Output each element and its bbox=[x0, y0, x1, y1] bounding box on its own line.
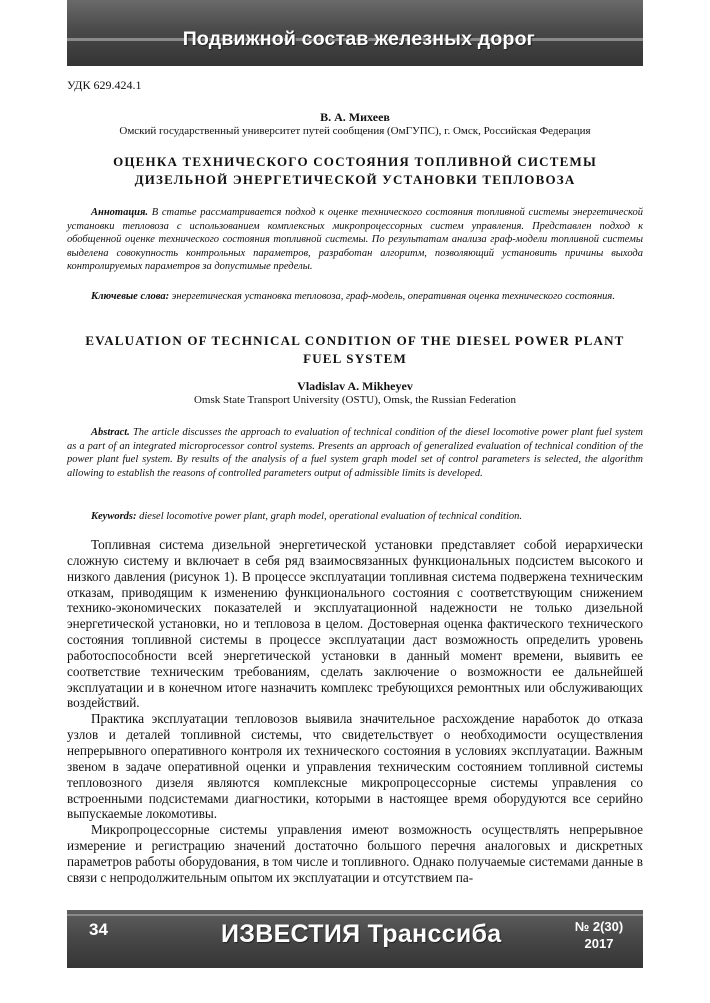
ru-keywords-text: энергетическая установка тепловоза, граф-модель, оперативная оценка технического состояния. bbox=[171, 291, 615, 302]
ru-abstract-label: Аннотация. bbox=[91, 207, 149, 218]
en-author: Vladislav A. Mikheyev bbox=[297, 379, 413, 393]
en-affiliation: Omsk State Transport University (OSTU), Omsk, the Russian Federation bbox=[193, 394, 517, 406]
ru-title bbox=[67, 153, 643, 189]
en-abstract-text: The article discusses the approach to evaluation of technical condition of the diesel locomotive power plant fuel system as a part of an integrated microprocessor control systems. Presents an approach of generalized evaluation of technical condition of the power plant fuel system. By results of the analysis of a fuel system graph model set of control parameters is selected, the algorithm allowing to establish the reasons of controlled parameters output of admissible limits is developed. bbox=[67, 427, 644, 479]
ru-author: В. А. Михеев bbox=[320, 110, 390, 124]
en-title-line1: EVALUATION OF TECHNICAL CONDITION OF THE DIESEL POWER PLANT bbox=[85, 333, 625, 348]
ru-affiliation: Омский государственный университет путей сообщения (ОмГУПС), г. Омск, Российская Федерация bbox=[119, 125, 591, 137]
udk-code: УДК 629.424.1 bbox=[67, 78, 142, 92]
ru-keywords bbox=[67, 290, 643, 304]
ru-abstract-text: В статье рассматривается подход к оценке технического состояния топливной системы энергетической установки тепловоза с использованием комплексных микропроцессорных систем управления. Представлен подход к обобщенной оценке технического состояния топливной системы. По результатам анализа граф-модели топливной системы выделена совокупность контрольных параметров, разработан алгоритм, позволяющий установить причины выхода контролируемых параметров за допустимые пределы. bbox=[67, 207, 644, 273]
issue-info bbox=[569, 918, 629, 952]
footer-band bbox=[67, 910, 643, 968]
en-keywords bbox=[67, 510, 643, 524]
ru-abstract bbox=[67, 206, 643, 274]
body-paragraph-1: Топливная система дизельной энергетической установки представляет собой иерархически сложную систему и включает в себя ряд взаимосвязанных функциональных подсистем высокого и низкого давления (рисунок 1). В процессе эксплуатации топливная система подвержена техническим отказам, приводящим к изменению функционального состояния с соответствующим снижением технико-экономических показателей и эксплуатационной надежности не только дизельной энергетической установки, но и тепловоза в целом. Достоверная оценка фактического технического состояния топливной системы в процессе эксплуатации даст возможность определить уровень работоспособности всей энергетической установки в данный момент времени, выявить ее соответствие техническим требованиям, сделать заключение о возможности ее дальнейшей эксплуатации и в конечном итоге назначить комплекс требующихся ремонтных или обслуживающих воздействий. bbox=[67, 537, 643, 711]
journal-title: ИЗВЕСТИЯ Транссиба bbox=[221, 920, 502, 948]
header-band bbox=[67, 0, 643, 66]
section-title: Подвижной состав железных дорог bbox=[182, 28, 535, 50]
en-abstract bbox=[67, 426, 643, 480]
en-abstract-label: Abstract. bbox=[91, 427, 130, 438]
ru-title-line1: ОЦЕНКА ТЕХНИЧЕСКОГО СОСТОЯНИЯ ТОПЛИВНОЙ СИСТЕМЫ bbox=[113, 154, 597, 169]
issue-number: № 2(30) bbox=[574, 919, 624, 934]
body-paragraph-3: Микропроцессорные системы управления имеют возможность осуществлять непрерывное измерение и регистрацию значений достаточно большого перечня аналоговых и дискретных параметров работы оборудования, в том числе и топливного. Однако получаемые системами данные в связи с непродолжительным опытом их эксплуатации и отсутствием па- bbox=[67, 822, 643, 885]
ru-title-line2: ДИЗЕЛЬНОЙ ЭНЕРГЕТИЧЕСКОЙ УСТАНОВКИ ТЕПЛОВОЗА bbox=[134, 172, 576, 187]
ru-keywords-label: Ключевые слова: bbox=[91, 291, 170, 302]
en-title-line2: FUEL SYSTEM bbox=[303, 351, 407, 366]
issue-year: 2017 bbox=[584, 936, 614, 951]
article-body bbox=[67, 537, 643, 886]
en-keywords-label: Keywords: bbox=[91, 511, 137, 522]
en-keywords-text: diesel locomotive power plant, graph model, operational evaluation of technical condition. bbox=[139, 511, 523, 522]
en-title bbox=[67, 332, 643, 368]
body-paragraph-2: Практика эксплуатации тепловозов выявила значительное расхождение наработок до отказа узлов и деталей топливной системы, что свидетельствует о необходимости осуществления непрерывного оперативного контроля их технического состояния в условиях эксплуатации. Важным звеном в задаче оперативной оценки и управления техническим состоянием топливной системы тепловозного дизеля являются комплексные микропроцессорные системы управления со встроенными подсистемами диагностики, которыми в настоящее время оборудуются все серийно выпускаемые локомотивы. bbox=[67, 711, 643, 822]
footer-stripe bbox=[67, 914, 643, 916]
page-number: 34 bbox=[89, 920, 108, 939]
